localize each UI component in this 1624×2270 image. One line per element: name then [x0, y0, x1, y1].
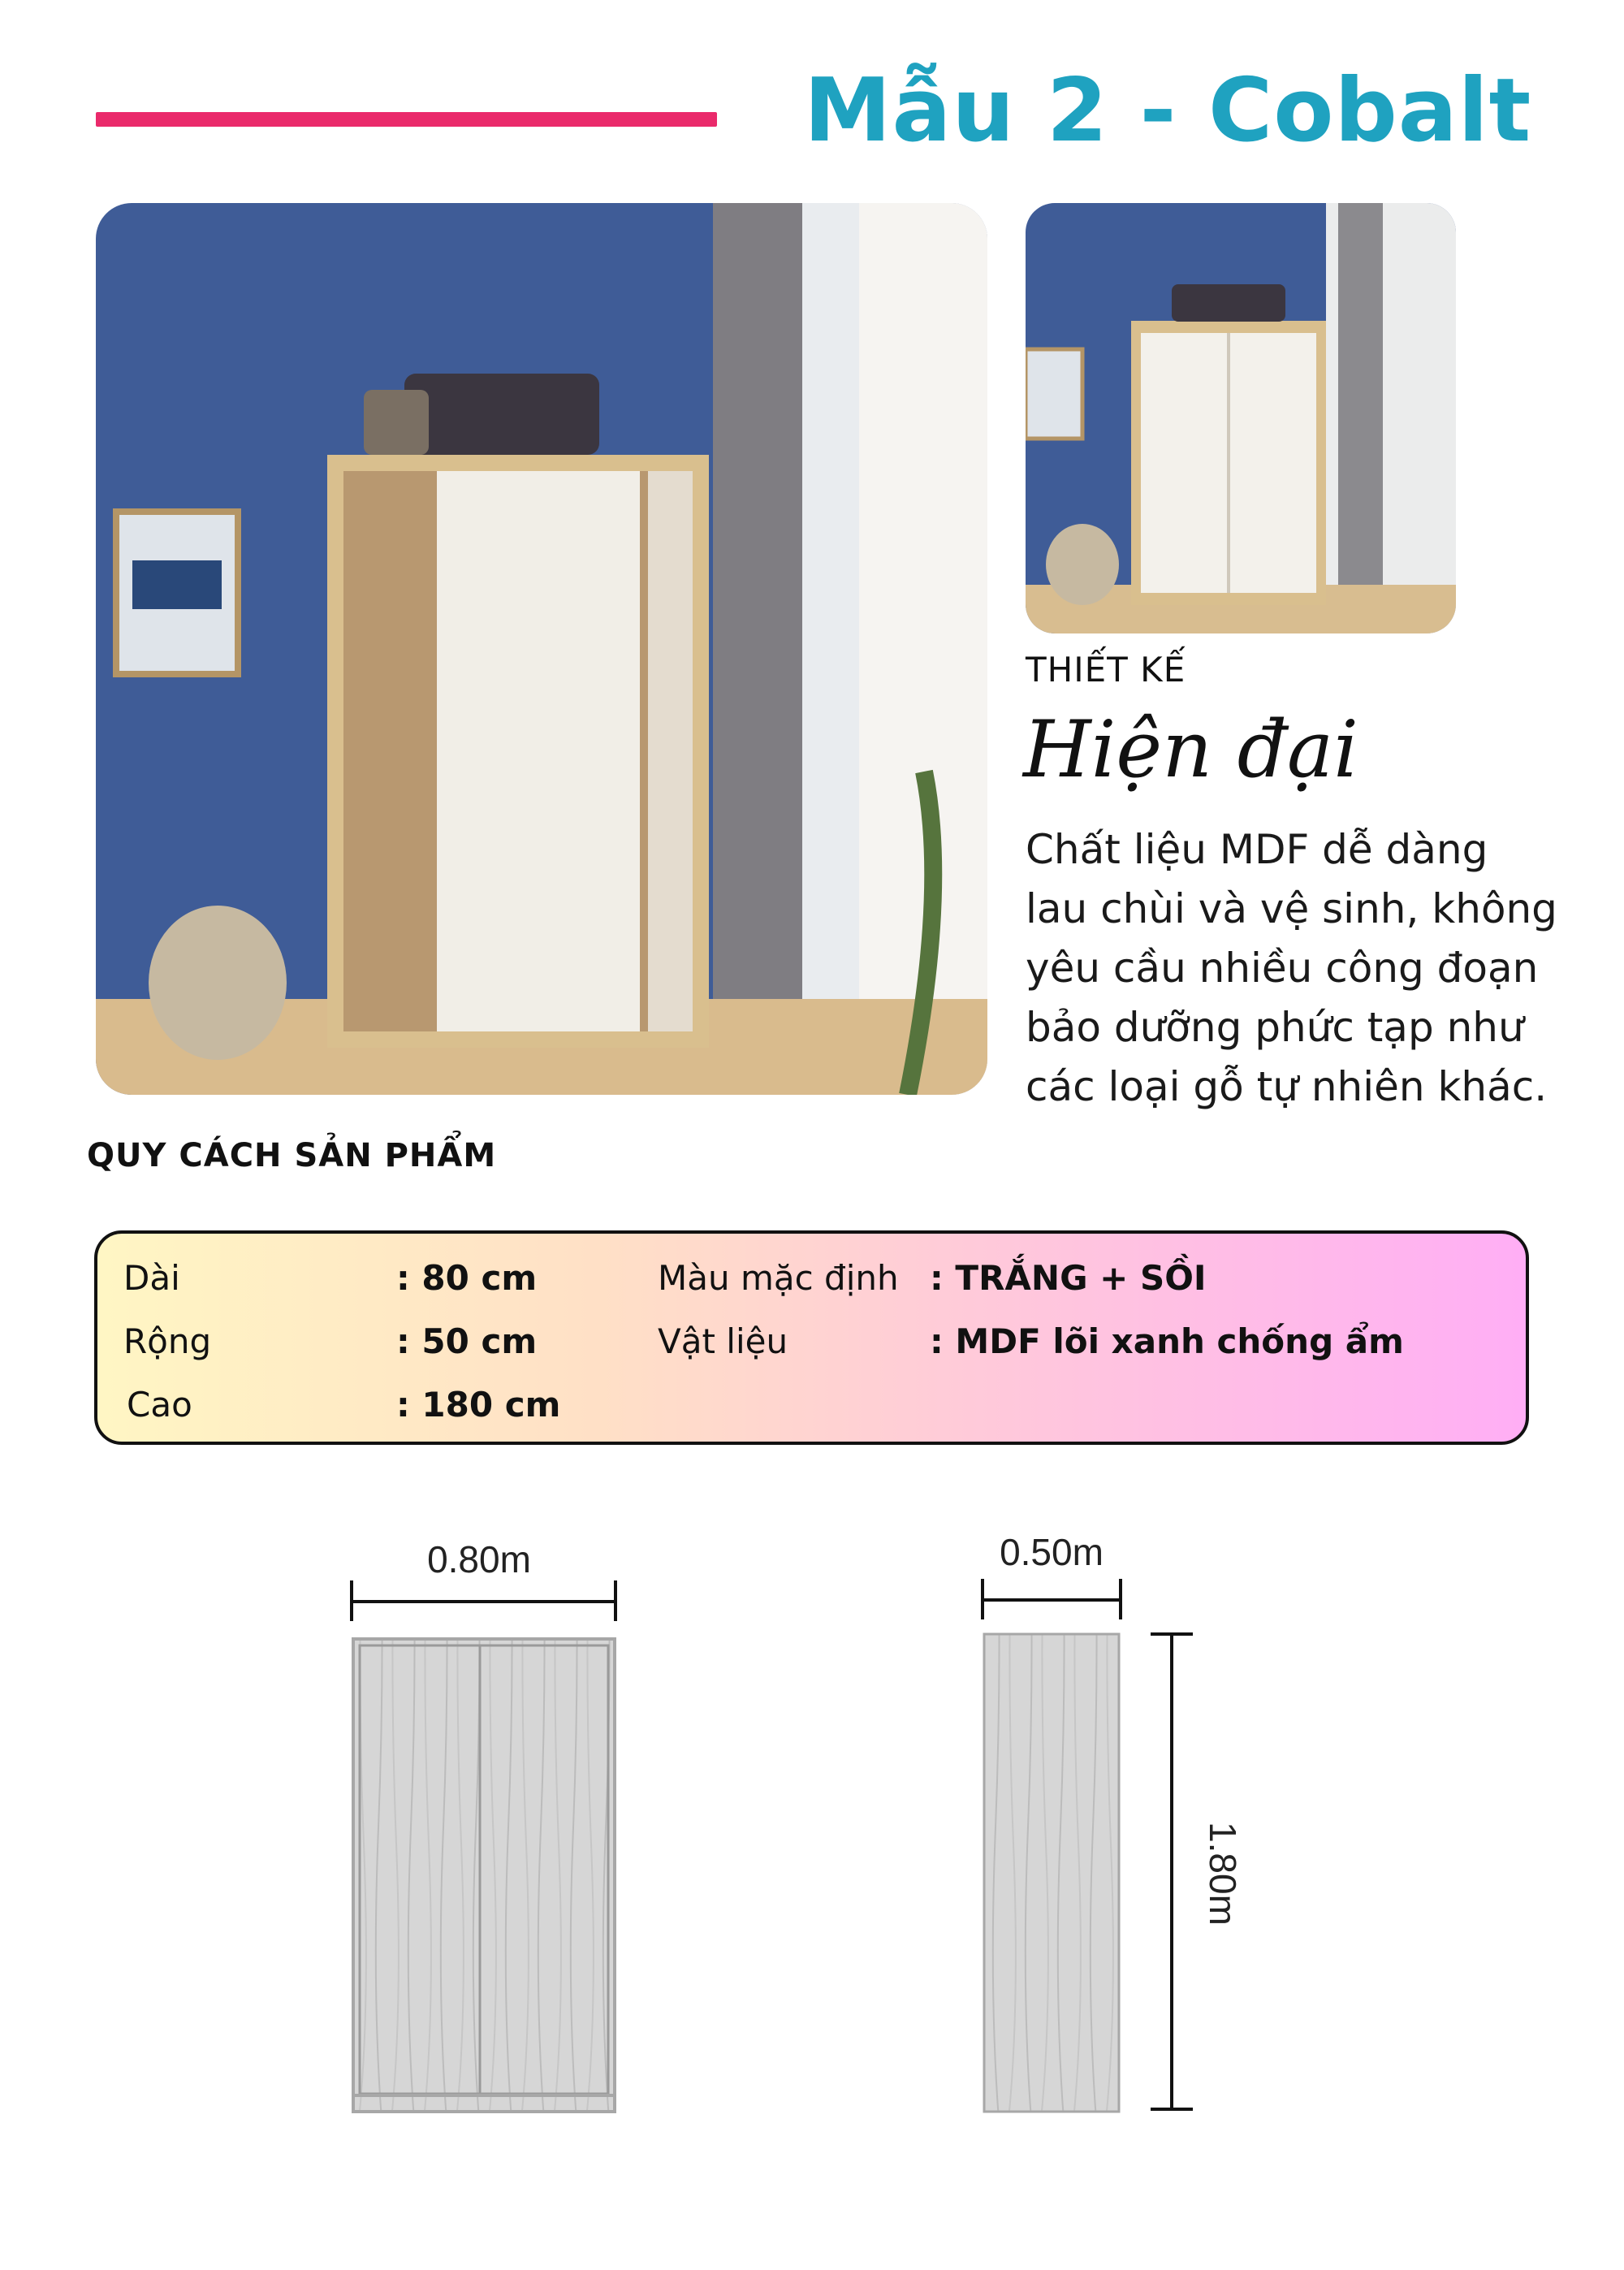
description-line: Chất liệu MDF dễ dàng	[1026, 826, 1488, 873]
description-line: các loại gỗ tự nhiên khác.	[1026, 1063, 1548, 1110]
spec-label-length: Dài	[123, 1258, 180, 1298]
spec-value-height: : 180 cm	[396, 1385, 561, 1425]
spec-value-width: : 50 cm	[396, 1321, 538, 1361]
header-accent-rule	[96, 112, 717, 127]
description-line: lau chùi và vệ sinh, không	[1026, 885, 1557, 932]
spec-label-width: Rộng	[123, 1321, 212, 1361]
closed-wardrobe-photo	[1026, 203, 1456, 633]
spec-section-title: QUY CÁCH SẢN PHẨM	[87, 1137, 497, 1174]
spec-value-length: : 80 cm	[396, 1258, 538, 1298]
spec-label-color: Màu mặc định	[658, 1258, 899, 1298]
front-width-label: 0.80m	[427, 1538, 531, 1580]
front-view-drawing	[352, 1538, 615, 2112]
dimension-drawings	[309, 1503, 1315, 2120]
main-product-photo	[96, 203, 987, 1095]
spec-value-color: : TRẮNG + SỒI	[930, 1258, 1207, 1298]
spec-label-material: Vật liệu	[658, 1321, 788, 1361]
design-heading: Hiện đại	[1023, 704, 1358, 795]
description-line: yêu cầu nhiều công đoạn	[1026, 945, 1539, 992]
page-title: Mẫu 2 - Cobalt	[804, 60, 1532, 162]
side-view-drawing	[983, 1531, 1244, 2112]
spec-value-material: : MDF lõi xanh chống ẩm	[930, 1321, 1404, 1361]
spec-table	[94, 1230, 1529, 1445]
side-depth-label: 0.50m	[1000, 1531, 1104, 1573]
description-line: bảo dưỡng phức tạp như	[1026, 1004, 1524, 1051]
design-kicker: THIẾT KẾ	[1026, 650, 1186, 690]
design-description	[1026, 820, 1594, 1117]
spec-label-height: Cao	[127, 1385, 192, 1425]
height-label: 1.80m	[1202, 1822, 1244, 1926]
